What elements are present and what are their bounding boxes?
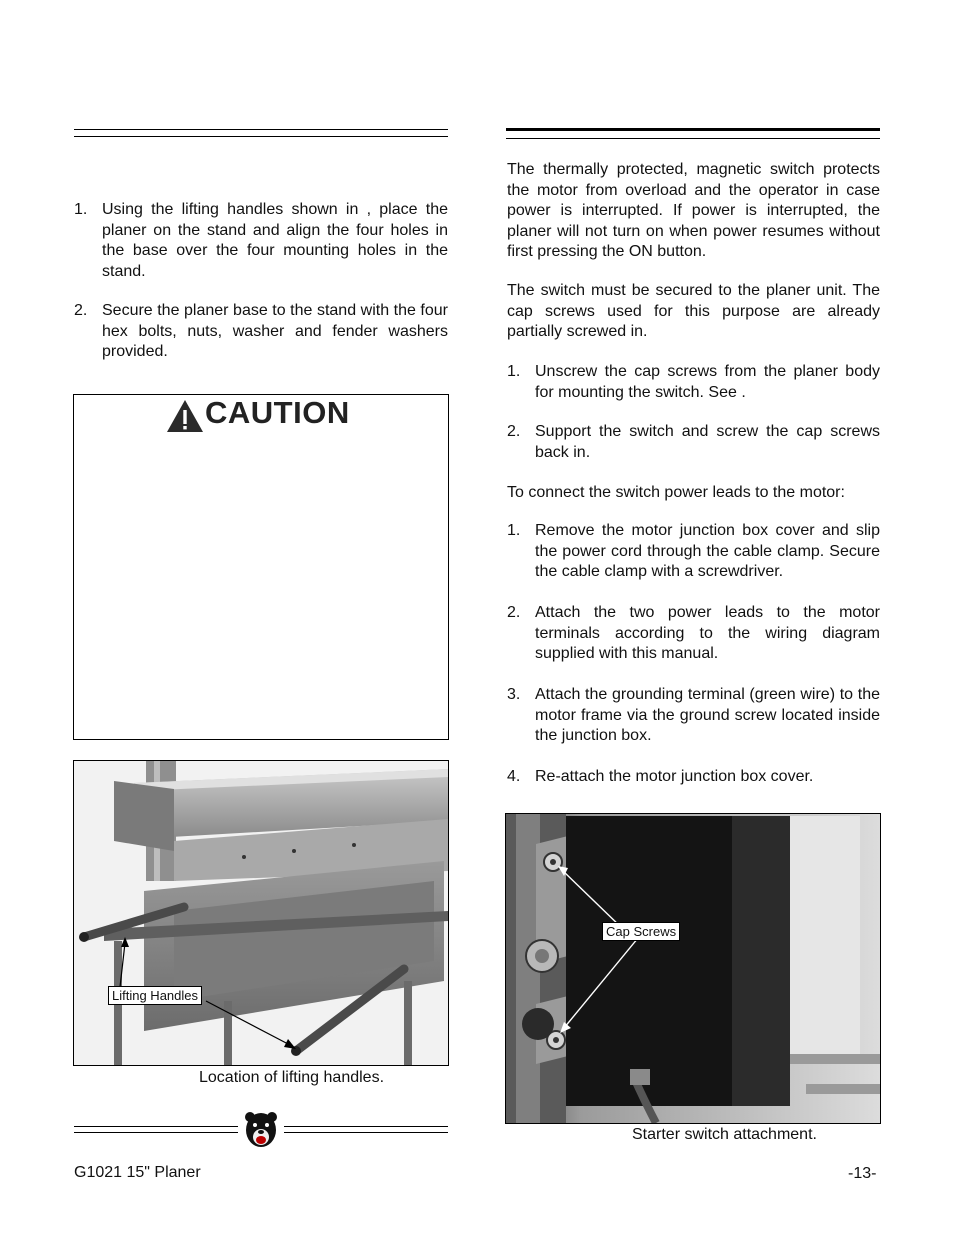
- mount-step-1: [507, 362, 880, 404]
- left-step-2: [74, 301, 448, 363]
- left-figure-caption: Location of lifting handles.: [199, 1069, 385, 1086]
- starter-switch-photo: [505, 813, 881, 1124]
- switch-illustration: [506, 814, 880, 1123]
- step-number: 4.: [507, 768, 521, 785]
- step-number: 2.: [507, 604, 521, 621]
- right-header-rule: [506, 128, 880, 139]
- caution-title: CAUTION: [205, 395, 350, 430]
- step-text: Attach the two power leads to the motor terminals according to the wiring diagram supplied with this manual.: [535, 604, 880, 662]
- footer-model: G1021 15" Planer: [74, 1164, 201, 1181]
- step-text: Using the lifting handles shown in , place the planer on the stand and align the four holes in the base over the four mounting holes in the stand.: [102, 201, 448, 280]
- step-number: 1.: [507, 522, 521, 539]
- step-text: Re-attach the motor junction box cover.: [535, 768, 814, 785]
- step-number: 1.: [74, 201, 88, 218]
- step-number: 2.: [507, 423, 521, 440]
- warning-triangle-icon: [165, 398, 205, 434]
- connect-step-4: [507, 767, 880, 789]
- cap-screws-label: Cap Screws: [602, 922, 680, 941]
- connect-heading: To connect the switch power leads to the motor:: [507, 484, 845, 501]
- connect-step-1: [507, 521, 880, 583]
- step-number: 2.: [74, 302, 88, 319]
- bear-head-logo-icon: [243, 1110, 279, 1150]
- lifting-handles-photo: [73, 760, 449, 1066]
- footer-page-number: -13-: [848, 1165, 877, 1182]
- step-text: Remove the motor junction box cover and slip the power cord through the cable clamp. Secure the cable clamp with a screwdriver.: [535, 522, 880, 580]
- connect-step-2: [507, 603, 880, 665]
- step-text: Attach the grounding terminal (green wire) to the motor frame via the ground screw located inside the junction box.: [535, 686, 880, 744]
- right-intro-paragraph-2: The switch must be secured to the planer unit. The cap screws used for this purpose are already partially screwed in.: [507, 282, 880, 340]
- left-header-rule: [74, 129, 448, 137]
- step-text: Unscrew the cap screws from the planer body for mounting the switch. See .: [535, 363, 880, 401]
- caution-box: [73, 394, 449, 740]
- right-figure-caption: Starter switch attachment.: [632, 1126, 817, 1143]
- lifting-handles-label: Lifting Handles: [108, 986, 202, 1005]
- step-number: 1.: [507, 363, 521, 380]
- step-text: Secure the planer base to the stand with the four hex bolts, nuts, washer and fender washers provided.: [102, 302, 448, 360]
- footer-rule-left: [74, 1126, 238, 1133]
- connect-step-3: [507, 685, 880, 747]
- right-intro-paragraph-1: The thermally protected, magnetic switch protects the motor from overload and the operator in case power is interrupted. If power is interrupted, the planer will not turn on when power resumes without first pressing the ON button.: [507, 161, 880, 260]
- planer-illustration: [74, 761, 448, 1065]
- step-number: 3.: [507, 686, 521, 703]
- left-step-1: [74, 200, 448, 282]
- mount-step-2: [507, 422, 880, 464]
- footer-rule-right: [284, 1126, 448, 1133]
- step-text: Support the switch and screw the cap screws back in.: [535, 423, 880, 461]
